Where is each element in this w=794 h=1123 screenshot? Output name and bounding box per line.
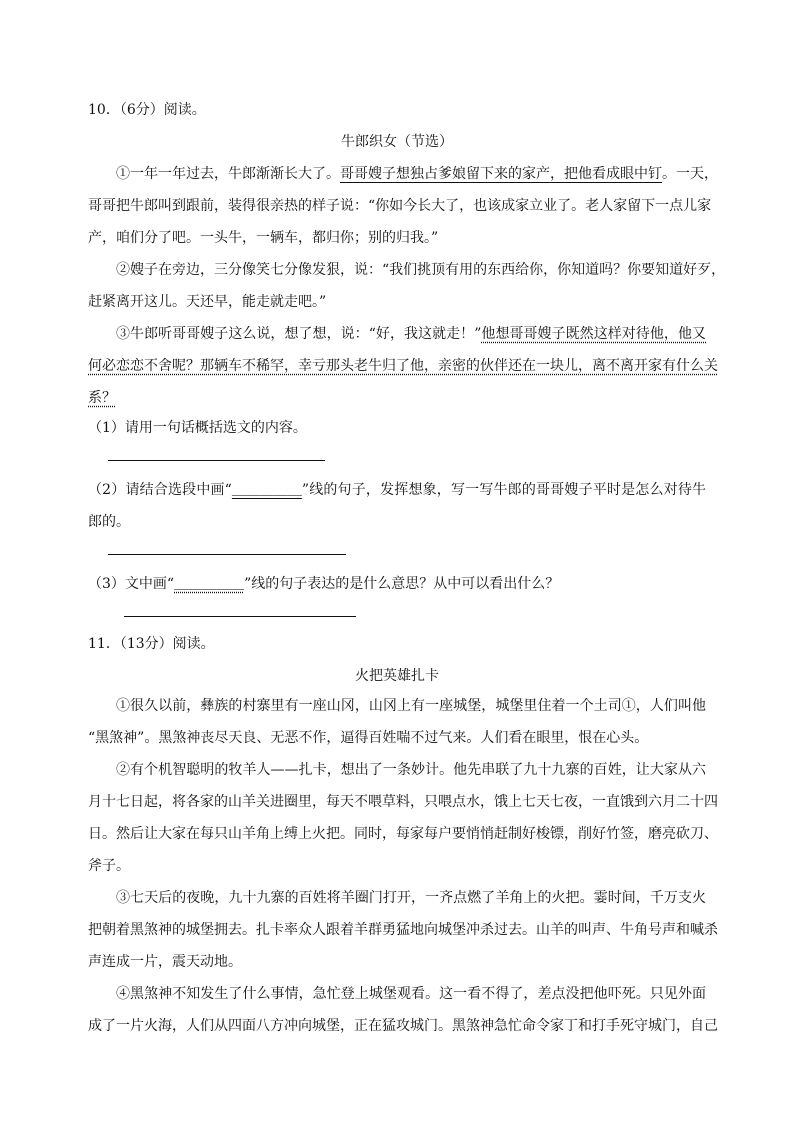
q10-paragraph-3-line-1: ③牛郎听哥哥嫂子这么说，想了想，说：“好，我这就走！”他想哥哥嫂子既然这样对待他，他又: [116, 326, 706, 342]
q10-paragraph-3-line-3: 系？: [88, 390, 116, 406]
subquestion-3: （3）文中画“＿＿＿＿＿”线的句子表达的是什么意思？从中可以看出什么？: [88, 576, 560, 592]
q10-paragraph-1-line-2: 哥哥把牛郎叫到跟前，装得很亲热的样子说：“你如今长大了，也该成家立业了。老人家留下一点儿家: [88, 198, 712, 214]
solid-line-sample: ＿＿＿＿＿: [231, 482, 302, 498]
question-11-header: 11．（13分）阅读。: [88, 636, 215, 652]
q11-paragraph-2-line-1: ②有个机智聪明的牧羊人——扎卡，想出了一条妙计。他先串联了九十九寨的百姓，让大家从六: [116, 762, 706, 778]
subquestion-2-line-1: （2）请结合选段中画“＿＿＿＿＿”线的句子，发挥想象，写一写牛郎的哥哥嫂子平时是怎么对待牛: [88, 482, 707, 498]
q11-paragraph-2-line-3: 日。然后让大家在每只山羊角上缚上火把。同时，每家每户要悄悄赶制好梭镖，削好竹签，磨亮砍刀、: [88, 826, 718, 842]
q10-paragraph-2-line-2: 赶紧离开这儿。天还早，能走就走吧。”: [88, 294, 327, 310]
q11-paragraph-4-line-1: ④黑煞神不知发生了什么事情，急忙登上城堡观看。这一看不得了，差点没把他吓死。只见外面: [116, 986, 706, 1002]
q10-paragraph-1-line-3: 产，咱们分了吧。一头牛，一辆车，都归你；别的归我。”: [88, 230, 439, 246]
q11-paragraph-1-line-2: “黑煞神”。黑煞神丧尽天良、无恶不作，逼得百姓喘不过气来。人们看在眼里，恨在心头。: [88, 730, 649, 746]
q11-paragraph-3-line-1: ③七天后的夜晚，九十九寨的百姓将羊圈门打开，一齐点燃了羊角上的火把。霎时间，千万支火: [116, 890, 706, 906]
subquestion-1: （1）请用一句话概括选文的内容。: [88, 420, 307, 436]
q11-paragraph-2-line-4: 斧子。: [88, 858, 130, 874]
answer-line-1[interactable]: [108, 460, 325, 461]
q10-paragraph-3-line-2: 何必恋恋不舍呢？那辆车不稀罕，幸亏那头老牛归了他，亲密的伙伴还在一块儿，离不离开家有什么关: [88, 358, 718, 374]
question-10-header: 10．（6分）阅读。: [88, 102, 206, 118]
passage-title-niulang: 牛郎织女（节选）: [341, 134, 453, 150]
passage-title-zhaka: 火把英雄扎卡: [355, 668, 439, 684]
answer-line-3[interactable]: [124, 616, 356, 617]
dotted-line-sample: ＿＿＿＿＿: [174, 576, 245, 592]
answer-line-2[interactable]: [108, 554, 346, 555]
q11-paragraph-2-line-2: 月十七日起，将各家的山羊关进圈里，每天不喂草料，只喂点水，饿上七天七夜，一直饿到六月二十四: [88, 794, 718, 810]
dotted-underlined-sentence: 他想哥哥嫂子既然这样对待他，他又: [481, 326, 706, 342]
q10-paragraph-2-line-1: ②嫂子在旁边，三分像笑七分像发狠，说：“我们挑顶有用的东西给你，你知道吗？你要知道好歹，: [116, 262, 726, 278]
q10-paragraph-1-line-1: ①一年一年过去，牛郎渐渐长大了。哥哥嫂子想独占爹娘留下来的家产，把他看成眼中钉。一天，: [116, 166, 718, 182]
q11-paragraph-1-line-1: ①很久以前，彝族的村寨里有一座山冈，山冈上有一座城堡，城堡里住着一个土司①，人们叫他: [116, 698, 706, 714]
q11-paragraph-4-line-2: 成了一片火海，人们从四面八方冲向城堡，正在猛攻城门。黑煞神急忙命令家丁和打手死守城门，自己: [88, 1018, 718, 1034]
q11-paragraph-3-line-2: 把朝着黑煞神的城堡拥去。扎卡率众人跟着羊群勇猛地向城堡冲杀过去。山羊的叫声、牛角号声和喊杀: [88, 922, 718, 938]
subquestion-2-line-2: 郎的。: [88, 514, 130, 530]
solid-underlined-sentence: 哥哥嫂子想独占爹娘留下来的家产，把他看成眼中钉: [340, 166, 662, 182]
q11-paragraph-3-line-3: 声连成一片，震天动地。: [88, 954, 242, 970]
